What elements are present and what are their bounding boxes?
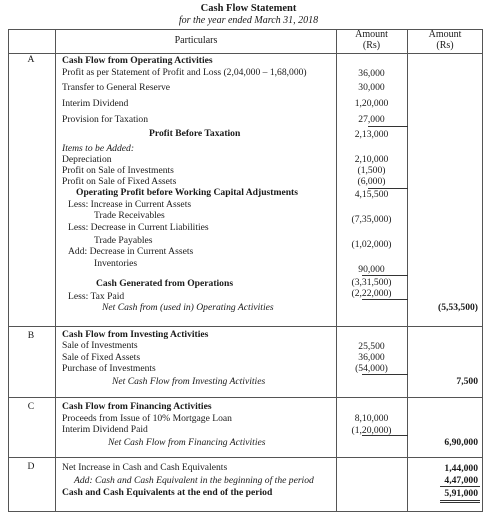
row-amount: (2,22,000): [351, 288, 392, 299]
section-label-a: A: [27, 54, 35, 65]
row-text-net-operating: Net Cash from (used in) Operating Activities: [102, 302, 274, 313]
row-amount: 4,15,500: [354, 189, 389, 200]
section-heading-operating: Cash Flow from Operating Activities: [62, 55, 213, 66]
row-text: Add: Decrease in Current Assets: [68, 246, 194, 257]
row-text: Trade Payables: [94, 235, 153, 246]
section-divider: [8, 326, 482, 327]
row-amount: (1,20,000): [351, 425, 392, 436]
row-amount: 2,13,000: [354, 129, 389, 140]
row-total-amount: 1,44,000: [444, 463, 478, 474]
subtotal-rule: [362, 374, 408, 375]
row-text: Inventories: [94, 258, 138, 269]
row-text: Transfer to General Reserve: [62, 82, 171, 93]
row-amount: 30,000: [358, 82, 385, 93]
row-text: Less: Decrease in Current Liabilities: [68, 222, 209, 233]
row-amount: 36,000: [358, 68, 385, 79]
label-column-divider: [55, 29, 56, 512]
statement-title: Cash Flow Statement: [200, 3, 297, 14]
row-text-net-investing: Net Cash Flow from Investing Activities: [112, 376, 266, 387]
row-text: Net Increase in Cash and Cash Equivalents: [62, 462, 228, 473]
row-amount: (6,000): [357, 176, 386, 187]
row-amount: (1,02,000): [351, 239, 392, 250]
row-text-net-financing: Net Cash Flow from Financing Activities: [108, 437, 266, 448]
amount1-header: Amount: [355, 29, 388, 40]
row-total-amount: (5,53,500): [438, 302, 478, 313]
header-bottom-border: [8, 53, 482, 54]
row-text-operating-profit: Operating Profit before Working Capital Adjustments: [76, 187, 298, 198]
row-text: Interim Dividend: [62, 98, 129, 109]
amount1-unit: (Rs): [362, 40, 381, 51]
section-label-c: C: [27, 401, 35, 412]
row-text-closing-cash: Cash and Cash Equivalents at the end of the period: [62, 487, 273, 498]
row-text: Provision for Taxation: [62, 114, 149, 125]
table-left-border: [8, 29, 9, 512]
section-divider: [8, 397, 482, 398]
row-amount: (54,000): [355, 363, 388, 374]
row-text: Sale of Investments: [62, 340, 138, 351]
row-text: Purchase of Investments: [62, 363, 156, 374]
row-text: Trade Receivables: [94, 210, 165, 221]
section-heading-financing: Cash Flow from Financing Activities: [62, 401, 212, 412]
subtotal-rule: [362, 435, 408, 436]
particulars-header: Particulars: [174, 35, 218, 46]
subtotal-rule: [368, 126, 408, 127]
subtotal-rule: [362, 299, 408, 300]
row-total-amount: 5,91,000: [444, 488, 478, 499]
row-total-amount: 6,90,000: [444, 437, 478, 448]
amount2-header: Amount: [428, 29, 462, 40]
row-amount: 25,500: [358, 341, 385, 352]
row-text-cash-generated: Cash Generated from Operations: [96, 278, 234, 289]
row-amount: 27,000: [358, 114, 385, 125]
row-text: Items to be Added:: [62, 143, 135, 154]
section-label-d: D: [27, 461, 35, 472]
row-text: Profit as per Statement of Profit and Loss (2,04,000 – 1,68,000): [62, 67, 307, 78]
row-text: Proceeds from Issue of 10% Mortgage Loan: [62, 413, 232, 424]
row-amount: 36,000: [358, 352, 385, 363]
table-bottom-border: [8, 511, 482, 512]
row-text: Sale of Fixed Assets: [62, 352, 141, 363]
row-total-amount: 4,47,000: [444, 475, 478, 486]
section-heading-investing: Cash Flow from Investing Activities: [62, 329, 209, 340]
section-label-b: B: [27, 330, 35, 341]
table-right-border: [482, 29, 483, 512]
row-amount: 8,10,000: [354, 413, 389, 424]
row-text: Less: Increase in Current Assets: [68, 199, 192, 210]
double-underline: [440, 502, 480, 503]
row-amount: (7,35,000): [351, 214, 392, 225]
row-text: Interim Dividend Paid: [62, 424, 148, 435]
row-total-amount: 7,500: [456, 376, 478, 387]
subtotal-rule: [440, 486, 480, 487]
row-amount: (3,31,500): [351, 277, 392, 288]
row-text: Add: Cash and Cash Equivalent in the beginning of the period: [74, 475, 314, 486]
row-text: Less: Tax Paid: [68, 291, 125, 302]
double-underline: [440, 500, 480, 501]
row-amount: 1,20,000: [354, 98, 389, 109]
row-text: Depreciation: [62, 154, 112, 165]
row-amount: (1,500): [357, 165, 386, 176]
row-text: Profit on Sale of Investments: [62, 165, 174, 176]
amount2-unit: (Rs): [436, 40, 454, 51]
row-amount: 2,10,000: [354, 154, 389, 165]
row-amount: 90,000: [358, 264, 385, 275]
subtotal-rule: [362, 275, 408, 276]
row-text: Profit on Sale of Fixed Assets: [62, 176, 177, 187]
section-divider: [8, 457, 482, 458]
statement-subtitle: for the year ended March 31, 2018: [178, 15, 319, 26]
row-text-profit-before-tax: Profit Before Taxation: [149, 128, 241, 139]
